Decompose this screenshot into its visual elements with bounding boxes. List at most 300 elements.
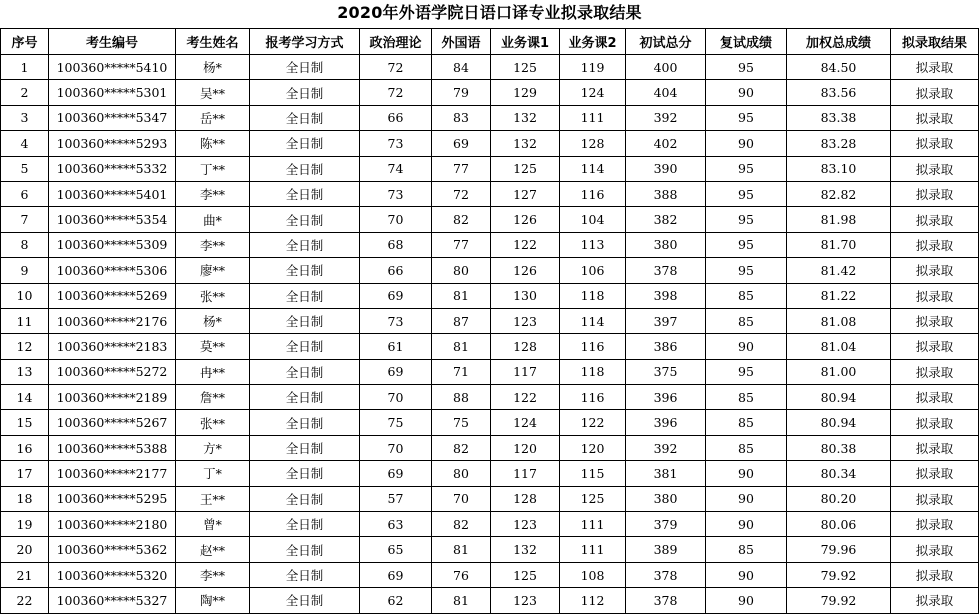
table-row bbox=[1, 131, 979, 156]
cell-major-course-2: 108 bbox=[560, 562, 626, 587]
cell-preliminary-total: 375 bbox=[626, 359, 706, 384]
table-row bbox=[1, 308, 979, 333]
cell-candidate-id: 100360*****5293 bbox=[49, 131, 176, 156]
cell-foreign-language: 81 bbox=[432, 334, 491, 359]
table-row bbox=[1, 55, 979, 80]
cell-study-mode: 全日制 bbox=[250, 80, 360, 105]
cell-retest-score: 90 bbox=[706, 334, 787, 359]
cell-weighted-total: 81.00 bbox=[787, 359, 891, 384]
cell-preliminary-total: 402 bbox=[626, 131, 706, 156]
cell-weighted-total: 83.56 bbox=[787, 80, 891, 105]
cell-admission-result: 拟录取 bbox=[891, 232, 979, 257]
cell-politics: 66 bbox=[360, 105, 432, 130]
table-row bbox=[1, 512, 979, 537]
cell-study-mode: 全日制 bbox=[250, 486, 360, 511]
table-row bbox=[1, 156, 979, 181]
cell-major-course-1: 125 bbox=[491, 156, 560, 181]
table-row bbox=[1, 537, 979, 562]
table-row bbox=[1, 562, 979, 587]
cell-preliminary-total: 396 bbox=[626, 385, 706, 410]
cell-index: 7 bbox=[1, 207, 49, 232]
cell-retest-score: 95 bbox=[706, 232, 787, 257]
cell-preliminary-total: 389 bbox=[626, 537, 706, 562]
cell-preliminary-total: 392 bbox=[626, 105, 706, 130]
cell-study-mode: 全日制 bbox=[250, 258, 360, 283]
cell-retest-score: 95 bbox=[706, 359, 787, 384]
cell-index: 15 bbox=[1, 410, 49, 435]
cell-study-mode: 全日制 bbox=[250, 562, 360, 587]
table-row bbox=[1, 359, 979, 384]
cell-major-course-2: 116 bbox=[560, 385, 626, 410]
cell-study-mode: 全日制 bbox=[250, 207, 360, 232]
cell-major-course-1: 124 bbox=[491, 410, 560, 435]
cell-weighted-total: 83.10 bbox=[787, 156, 891, 181]
cell-candidate-name: 莫** bbox=[176, 334, 250, 359]
cell-index: 20 bbox=[1, 537, 49, 562]
cell-candidate-id: 100360*****2189 bbox=[49, 385, 176, 410]
cell-weighted-total: 81.08 bbox=[787, 308, 891, 333]
header-candidate-id: 考生编号 bbox=[49, 29, 176, 55]
cell-politics: 70 bbox=[360, 435, 432, 460]
table-row bbox=[1, 258, 979, 283]
cell-preliminary-total: 397 bbox=[626, 308, 706, 333]
cell-study-mode: 全日制 bbox=[250, 588, 360, 613]
table-row bbox=[1, 105, 979, 130]
cell-foreign-language: 82 bbox=[432, 207, 491, 232]
cell-candidate-id: 100360*****5269 bbox=[49, 283, 176, 308]
cell-politics: 57 bbox=[360, 486, 432, 511]
header-index: 序号 bbox=[1, 29, 49, 55]
cell-foreign-language: 82 bbox=[432, 512, 491, 537]
cell-candidate-name: 陈** bbox=[176, 131, 250, 156]
cell-major-course-1: 123 bbox=[491, 512, 560, 537]
cell-retest-score: 95 bbox=[706, 55, 787, 80]
cell-candidate-name: 王** bbox=[176, 486, 250, 511]
cell-index: 2 bbox=[1, 80, 49, 105]
cell-retest-score: 95 bbox=[706, 258, 787, 283]
cell-candidate-name: 丁* bbox=[176, 461, 250, 486]
cell-weighted-total: 81.42 bbox=[787, 258, 891, 283]
table-row bbox=[1, 588, 979, 613]
cell-index: 1 bbox=[1, 55, 49, 80]
cell-index: 14 bbox=[1, 385, 49, 410]
cell-admission-result: 拟录取 bbox=[891, 562, 979, 587]
cell-admission-result: 拟录取 bbox=[891, 385, 979, 410]
cell-major-course-1: 132 bbox=[491, 105, 560, 130]
cell-admission-result: 拟录取 bbox=[891, 359, 979, 384]
cell-retest-score: 90 bbox=[706, 562, 787, 587]
cell-candidate-name: 吴** bbox=[176, 80, 250, 105]
cell-candidate-name: 李** bbox=[176, 232, 250, 257]
cell-preliminary-total: 381 bbox=[626, 461, 706, 486]
cell-major-course-1: 126 bbox=[491, 258, 560, 283]
cell-politics: 69 bbox=[360, 461, 432, 486]
cell-major-course-1: 127 bbox=[491, 181, 560, 206]
cell-candidate-id: 100360*****5320 bbox=[49, 562, 176, 587]
cell-foreign-language: 77 bbox=[432, 232, 491, 257]
cell-candidate-id: 100360*****5306 bbox=[49, 258, 176, 283]
cell-candidate-name: 詹** bbox=[176, 385, 250, 410]
cell-study-mode: 全日制 bbox=[250, 181, 360, 206]
cell-foreign-language: 84 bbox=[432, 55, 491, 80]
cell-study-mode: 全日制 bbox=[250, 410, 360, 435]
cell-study-mode: 全日制 bbox=[250, 435, 360, 460]
cell-politics: 70 bbox=[360, 385, 432, 410]
cell-politics: 74 bbox=[360, 156, 432, 181]
cell-major-course-1: 132 bbox=[491, 537, 560, 562]
cell-index: 21 bbox=[1, 562, 49, 587]
cell-foreign-language: 72 bbox=[432, 181, 491, 206]
table-row bbox=[1, 385, 979, 410]
cell-candidate-name: 廖** bbox=[176, 258, 250, 283]
cell-admission-result: 拟录取 bbox=[891, 334, 979, 359]
cell-preliminary-total: 390 bbox=[626, 156, 706, 181]
cell-admission-result: 拟录取 bbox=[891, 80, 979, 105]
cell-retest-score: 90 bbox=[706, 80, 787, 105]
cell-index: 3 bbox=[1, 105, 49, 130]
table-row bbox=[1, 181, 979, 206]
cell-admission-result: 拟录取 bbox=[891, 181, 979, 206]
cell-study-mode: 全日制 bbox=[250, 232, 360, 257]
cell-politics: 69 bbox=[360, 359, 432, 384]
cell-major-course-1: 125 bbox=[491, 562, 560, 587]
cell-candidate-id: 100360*****5347 bbox=[49, 105, 176, 130]
cell-candidate-id: 100360*****5301 bbox=[49, 80, 176, 105]
cell-index: 16 bbox=[1, 435, 49, 460]
cell-retest-score: 95 bbox=[706, 181, 787, 206]
cell-candidate-name: 岳** bbox=[176, 105, 250, 130]
cell-weighted-total: 80.94 bbox=[787, 410, 891, 435]
cell-major-course-2: 114 bbox=[560, 308, 626, 333]
cell-major-course-2: 120 bbox=[560, 435, 626, 460]
header-preliminary-total: 初试总分 bbox=[626, 29, 706, 55]
cell-major-course-2: 111 bbox=[560, 105, 626, 130]
cell-preliminary-total: 380 bbox=[626, 232, 706, 257]
cell-major-course-2: 104 bbox=[560, 207, 626, 232]
cell-foreign-language: 81 bbox=[432, 588, 491, 613]
cell-major-course-2: 116 bbox=[560, 181, 626, 206]
cell-preliminary-total: 382 bbox=[626, 207, 706, 232]
cell-study-mode: 全日制 bbox=[250, 156, 360, 181]
cell-foreign-language: 83 bbox=[432, 105, 491, 130]
cell-weighted-total: 82.82 bbox=[787, 181, 891, 206]
cell-politics: 63 bbox=[360, 512, 432, 537]
cell-weighted-total: 83.38 bbox=[787, 105, 891, 130]
cell-major-course-2: 111 bbox=[560, 537, 626, 562]
cell-foreign-language: 76 bbox=[432, 562, 491, 587]
cell-retest-score: 90 bbox=[706, 588, 787, 613]
cell-foreign-language: 77 bbox=[432, 156, 491, 181]
cell-index: 12 bbox=[1, 334, 49, 359]
cell-major-course-1: 130 bbox=[491, 283, 560, 308]
cell-major-course-2: 115 bbox=[560, 461, 626, 486]
cell-candidate-id: 100360*****2176 bbox=[49, 308, 176, 333]
cell-weighted-total: 79.96 bbox=[787, 537, 891, 562]
header-study-mode: 报考学习方式 bbox=[250, 29, 360, 55]
header-major-course-2: 业务课2 bbox=[560, 29, 626, 55]
cell-weighted-total: 80.20 bbox=[787, 486, 891, 511]
cell-major-course-2: 114 bbox=[560, 156, 626, 181]
cell-study-mode: 全日制 bbox=[250, 105, 360, 130]
cell-candidate-id: 100360*****5267 bbox=[49, 410, 176, 435]
cell-politics: 62 bbox=[360, 588, 432, 613]
cell-politics: 72 bbox=[360, 55, 432, 80]
header-candidate-name: 考生姓名 bbox=[176, 29, 250, 55]
cell-politics: 69 bbox=[360, 283, 432, 308]
cell-major-course-2: 128 bbox=[560, 131, 626, 156]
cell-index: 13 bbox=[1, 359, 49, 384]
cell-candidate-name: 杨* bbox=[176, 55, 250, 80]
cell-retest-score: 85 bbox=[706, 308, 787, 333]
cell-candidate-name: 曾* bbox=[176, 512, 250, 537]
cell-politics: 70 bbox=[360, 207, 432, 232]
cell-admission-result: 拟录取 bbox=[891, 131, 979, 156]
cell-index: 17 bbox=[1, 461, 49, 486]
cell-major-course-1: 122 bbox=[491, 385, 560, 410]
cell-admission-result: 拟录取 bbox=[891, 156, 979, 181]
cell-retest-score: 90 bbox=[706, 512, 787, 537]
cell-foreign-language: 81 bbox=[432, 283, 491, 308]
cell-study-mode: 全日制 bbox=[250, 308, 360, 333]
cell-admission-result: 拟录取 bbox=[891, 308, 979, 333]
cell-major-course-1: 129 bbox=[491, 80, 560, 105]
cell-admission-result: 拟录取 bbox=[891, 512, 979, 537]
cell-foreign-language: 79 bbox=[432, 80, 491, 105]
table-row bbox=[1, 334, 979, 359]
cell-admission-result: 拟录取 bbox=[891, 283, 979, 308]
cell-index: 22 bbox=[1, 588, 49, 613]
table-row bbox=[1, 410, 979, 435]
cell-index: 6 bbox=[1, 181, 49, 206]
cell-candidate-id: 100360*****5410 bbox=[49, 55, 176, 80]
cell-study-mode: 全日制 bbox=[250, 283, 360, 308]
cell-major-course-2: 106 bbox=[560, 258, 626, 283]
cell-major-course-2: 112 bbox=[560, 588, 626, 613]
cell-retest-score: 95 bbox=[706, 156, 787, 181]
cell-admission-result: 拟录取 bbox=[891, 410, 979, 435]
cell-admission-result: 拟录取 bbox=[891, 537, 979, 562]
cell-major-course-2: 119 bbox=[560, 55, 626, 80]
table-header-row bbox=[1, 29, 979, 55]
cell-index: 10 bbox=[1, 283, 49, 308]
cell-study-mode: 全日制 bbox=[250, 334, 360, 359]
cell-politics: 68 bbox=[360, 232, 432, 257]
cell-politics: 72 bbox=[360, 80, 432, 105]
cell-candidate-id: 100360*****5332 bbox=[49, 156, 176, 181]
cell-candidate-name: 张** bbox=[176, 283, 250, 308]
cell-politics: 61 bbox=[360, 334, 432, 359]
cell-politics: 65 bbox=[360, 537, 432, 562]
table-row bbox=[1, 461, 979, 486]
cell-weighted-total: 81.98 bbox=[787, 207, 891, 232]
cell-retest-score: 90 bbox=[706, 131, 787, 156]
cell-admission-result: 拟录取 bbox=[891, 55, 979, 80]
cell-weighted-total: 84.50 bbox=[787, 55, 891, 80]
table-row bbox=[1, 283, 979, 308]
cell-candidate-name: 曲* bbox=[176, 207, 250, 232]
cell-politics: 73 bbox=[360, 181, 432, 206]
cell-foreign-language: 82 bbox=[432, 435, 491, 460]
cell-major-course-1: 126 bbox=[491, 207, 560, 232]
cell-candidate-id: 100360*****5309 bbox=[49, 232, 176, 257]
cell-weighted-total: 80.38 bbox=[787, 435, 891, 460]
cell-foreign-language: 87 bbox=[432, 308, 491, 333]
header-retest-score: 复试成绩 bbox=[706, 29, 787, 55]
cell-major-course-1: 128 bbox=[491, 334, 560, 359]
cell-index: 11 bbox=[1, 308, 49, 333]
cell-preliminary-total: 378 bbox=[626, 258, 706, 283]
cell-study-mode: 全日制 bbox=[250, 359, 360, 384]
cell-retest-score: 90 bbox=[706, 461, 787, 486]
cell-index: 19 bbox=[1, 512, 49, 537]
cell-retest-score: 95 bbox=[706, 207, 787, 232]
cell-major-course-2: 124 bbox=[560, 80, 626, 105]
cell-preliminary-total: 380 bbox=[626, 486, 706, 511]
table-row bbox=[1, 486, 979, 511]
cell-candidate-id: 100360*****2180 bbox=[49, 512, 176, 537]
table-row bbox=[1, 435, 979, 460]
cell-candidate-name: 陶** bbox=[176, 588, 250, 613]
cell-candidate-name: 冉** bbox=[176, 359, 250, 384]
header-admission-result: 拟录取结果 bbox=[891, 29, 979, 55]
cell-politics: 75 bbox=[360, 410, 432, 435]
cell-candidate-id: 100360*****2183 bbox=[49, 334, 176, 359]
cell-admission-result: 拟录取 bbox=[891, 461, 979, 486]
admission-results-table bbox=[0, 28, 979, 614]
cell-weighted-total: 80.94 bbox=[787, 385, 891, 410]
header-politics: 政治理论 bbox=[360, 29, 432, 55]
cell-major-course-1: 123 bbox=[491, 308, 560, 333]
cell-candidate-id: 100360*****5388 bbox=[49, 435, 176, 460]
cell-study-mode: 全日制 bbox=[250, 537, 360, 562]
cell-major-course-1: 128 bbox=[491, 486, 560, 511]
cell-index: 5 bbox=[1, 156, 49, 181]
header-weighted-total: 加权总成绩 bbox=[787, 29, 891, 55]
cell-major-course-2: 125 bbox=[560, 486, 626, 511]
cell-foreign-language: 71 bbox=[432, 359, 491, 384]
cell-weighted-total: 80.34 bbox=[787, 461, 891, 486]
cell-major-course-1: 123 bbox=[491, 588, 560, 613]
cell-weighted-total: 81.04 bbox=[787, 334, 891, 359]
cell-retest-score: 90 bbox=[706, 486, 787, 511]
table-row bbox=[1, 80, 979, 105]
cell-preliminary-total: 378 bbox=[626, 588, 706, 613]
cell-major-course-2: 118 bbox=[560, 359, 626, 384]
cell-candidate-id: 100360*****5272 bbox=[49, 359, 176, 384]
cell-study-mode: 全日制 bbox=[250, 55, 360, 80]
cell-foreign-language: 88 bbox=[432, 385, 491, 410]
cell-weighted-total: 79.92 bbox=[787, 588, 891, 613]
cell-candidate-name: 杨* bbox=[176, 308, 250, 333]
cell-candidate-name: 赵** bbox=[176, 537, 250, 562]
cell-candidate-id: 100360*****2177 bbox=[49, 461, 176, 486]
table-row bbox=[1, 207, 979, 232]
cell-major-course-1: 132 bbox=[491, 131, 560, 156]
cell-major-course-2: 122 bbox=[560, 410, 626, 435]
cell-retest-score: 95 bbox=[706, 105, 787, 130]
cell-politics: 73 bbox=[360, 308, 432, 333]
cell-preliminary-total: 404 bbox=[626, 80, 706, 105]
cell-preliminary-total: 378 bbox=[626, 562, 706, 587]
cell-candidate-id: 100360*****5327 bbox=[49, 588, 176, 613]
cell-candidate-name: 李** bbox=[176, 181, 250, 206]
cell-major-course-2: 111 bbox=[560, 512, 626, 537]
cell-major-course-2: 116 bbox=[560, 334, 626, 359]
cell-candidate-id: 100360*****5354 bbox=[49, 207, 176, 232]
cell-foreign-language: 80 bbox=[432, 461, 491, 486]
cell-preliminary-total: 398 bbox=[626, 283, 706, 308]
cell-retest-score: 85 bbox=[706, 410, 787, 435]
cell-preliminary-total: 388 bbox=[626, 181, 706, 206]
cell-politics: 73 bbox=[360, 131, 432, 156]
document-title: 2020年外语学院日语口译专业拟录取结果 bbox=[337, 3, 642, 22]
cell-major-course-1: 122 bbox=[491, 232, 560, 257]
cell-major-course-1: 120 bbox=[491, 435, 560, 460]
cell-candidate-id: 100360*****5401 bbox=[49, 181, 176, 206]
cell-candidate-name: 张** bbox=[176, 410, 250, 435]
cell-index: 9 bbox=[1, 258, 49, 283]
cell-major-course-1: 117 bbox=[491, 359, 560, 384]
table-row bbox=[1, 232, 979, 257]
cell-weighted-total: 81.70 bbox=[787, 232, 891, 257]
cell-foreign-language: 75 bbox=[432, 410, 491, 435]
cell-weighted-total: 81.22 bbox=[787, 283, 891, 308]
cell-preliminary-total: 386 bbox=[626, 334, 706, 359]
cell-candidate-name: 李** bbox=[176, 562, 250, 587]
cell-study-mode: 全日制 bbox=[250, 461, 360, 486]
cell-admission-result: 拟录取 bbox=[891, 105, 979, 130]
cell-major-course-1: 117 bbox=[491, 461, 560, 486]
cell-preliminary-total: 396 bbox=[626, 410, 706, 435]
cell-candidate-name: 丁** bbox=[176, 156, 250, 181]
cell-retest-score: 85 bbox=[706, 537, 787, 562]
cell-study-mode: 全日制 bbox=[250, 131, 360, 156]
cell-retest-score: 85 bbox=[706, 435, 787, 460]
cell-index: 4 bbox=[1, 131, 49, 156]
cell-weighted-total: 79.92 bbox=[787, 562, 891, 587]
cell-study-mode: 全日制 bbox=[250, 512, 360, 537]
cell-politics: 66 bbox=[360, 258, 432, 283]
cell-politics: 69 bbox=[360, 562, 432, 587]
cell-major-course-2: 118 bbox=[560, 283, 626, 308]
header-foreign-language: 外国语 bbox=[432, 29, 491, 55]
cell-index: 18 bbox=[1, 486, 49, 511]
cell-admission-result: 拟录取 bbox=[891, 486, 979, 511]
cell-major-course-2: 113 bbox=[560, 232, 626, 257]
cell-admission-result: 拟录取 bbox=[891, 588, 979, 613]
cell-major-course-1: 125 bbox=[491, 55, 560, 80]
cell-retest-score: 85 bbox=[706, 385, 787, 410]
cell-retest-score: 85 bbox=[706, 283, 787, 308]
cell-index: 8 bbox=[1, 232, 49, 257]
cell-foreign-language: 81 bbox=[432, 537, 491, 562]
cell-study-mode: 全日制 bbox=[250, 385, 360, 410]
cell-admission-result: 拟录取 bbox=[891, 435, 979, 460]
cell-candidate-name: 方* bbox=[176, 435, 250, 460]
cell-candidate-id: 100360*****5295 bbox=[49, 486, 176, 511]
cell-admission-result: 拟录取 bbox=[891, 258, 979, 283]
cell-foreign-language: 70 bbox=[432, 486, 491, 511]
cell-preliminary-total: 379 bbox=[626, 512, 706, 537]
cell-admission-result: 拟录取 bbox=[891, 207, 979, 232]
cell-weighted-total: 83.28 bbox=[787, 131, 891, 156]
cell-foreign-language: 69 bbox=[432, 131, 491, 156]
cell-preliminary-total: 400 bbox=[626, 55, 706, 80]
cell-weighted-total: 80.06 bbox=[787, 512, 891, 537]
cell-preliminary-total: 392 bbox=[626, 435, 706, 460]
cell-candidate-id: 100360*****5362 bbox=[49, 537, 176, 562]
header-major-course-1: 业务课1 bbox=[491, 29, 560, 55]
